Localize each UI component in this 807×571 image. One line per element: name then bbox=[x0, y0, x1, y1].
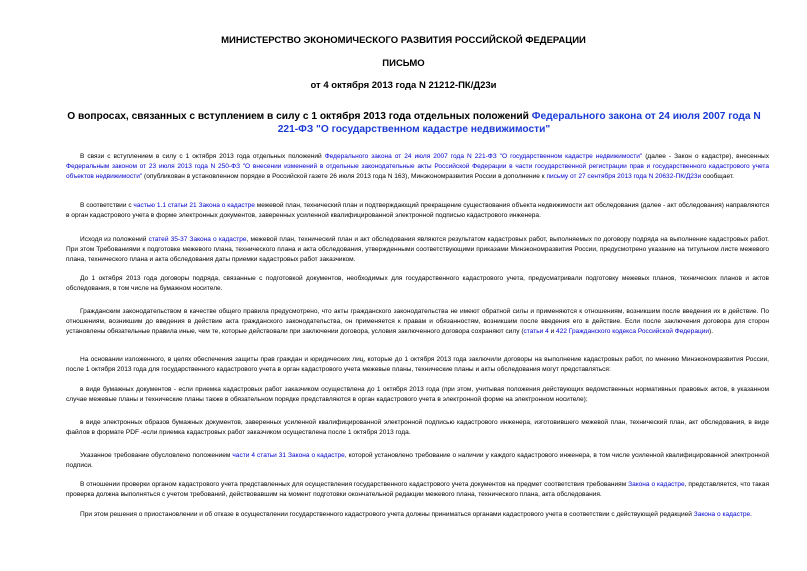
paragraph-text: ). bbox=[709, 328, 714, 336]
civil-code-article-422-link[interactable]: 422 Гражданского кодекса Российской Федерации bbox=[556, 328, 710, 336]
civil-code-article-4-link[interactable]: статьи 4 bbox=[523, 328, 549, 336]
letter-20632-link[interactable]: письму от 27 сентября 2013 года N 20632-ПК/Д23и bbox=[546, 173, 702, 181]
paragraph-text: , представляется, что такая проверка должна выполняться с учетом требований, действовавшим на момент подготовки окончательной редакции межевого плана, технического плана, акта обследования. bbox=[66, 481, 769, 499]
paragraph-text: Гражданским законодательством в качестве общего правила предусмотрено, что акты гражданского законодательства не имеют обратной силы и применяются к отношениям, возникшим после введения их в действие. По отношениям, возникшим до введения в действие акта гражданского законодательства, он применяется к правам и обязанностям, возникшим после введения его в действие. Если после заключения договора для сторон установлены обязательные правила иные, чем те, которые действовали при заключении договора, условия заключенного договора сохраняют силу ( bbox=[66, 308, 769, 336]
paragraph-9 bbox=[66, 451, 769, 471]
paragraph-text: В соответствии с bbox=[80, 202, 134, 209]
paragraph-text: сообщает. bbox=[701, 173, 734, 181]
article-31-link[interactable]: части 4 статьи 31 Закона о кадастре bbox=[232, 452, 345, 459]
subject-law-link[interactable]: Федерального закона от 24 июля 2007 года N 221-ФЗ "О государственном кадастре недвижимости" bbox=[277, 111, 761, 135]
paragraph-text: , которой установлено требование о наличии у каждого кадастрового инженера, в том числе усиленной квалифицированной электронной подписи. bbox=[66, 452, 769, 470]
paragraph-5 bbox=[66, 307, 769, 338]
paragraph-text: (далее - Закон о кадастре), внесенных bbox=[642, 153, 769, 160]
paragraph-4 bbox=[66, 274, 769, 294]
paragraph-text: В отношении проверки органом кадастрового учета представленных для осуществления государственного кадастрового учета документов на предмет соответствия требованиям bbox=[80, 481, 629, 488]
paragraph-1 bbox=[66, 152, 769, 183]
paragraph-text: В связи с вступлением в силу с 1 октября 2013 года отдельных положений bbox=[80, 153, 325, 160]
articles-35-37-link[interactable]: статей 35-37 Закона о кадастре bbox=[148, 236, 247, 243]
paragraph-text: До 1 октября 2013 года договоры подряда, связанные с подготовкой документов, необходимых для государственного кадастрового учета, предусматривали подготовку межевых планов, технических планов и актов обследования, в том числе на бумажном носителе. bbox=[66, 275, 769, 293]
paragraph-text: в виде бумажных документов - если приемка кадастровых работ заказчиком осуществлена до 1 октября 2013 года (при этом, учитывая положения действующих ведомственных нормативных правовых актов, в указанном случае межевые планы и технические планы также в обязательном порядке представляются в орган кадастрового учета в электронной форме на электронном носителе); bbox=[66, 386, 769, 404]
paragraph-text: межевой план, технический план и подтверждающий прекращение существования объекта недвижимости акт обследования (далее - акт обследования) направляются в орган кадастрового учета в форме электронных документов, заверенных усиленной квалифицированной электронной подписью кадастрового инженера. bbox=[66, 202, 769, 220]
ministry-heading: МИНИСТЕРСТВО ЭКОНОМИЧЕСКОГО РАЗВИТИЯ РОССИЙСКОЙ ФЕДЕРАЦИИ bbox=[221, 35, 586, 46]
paragraph-11 bbox=[66, 510, 769, 520]
paragraph-8 bbox=[66, 418, 769, 438]
paragraph-10 bbox=[66, 480, 769, 500]
paragraph-text: , межевой план, технический план и акт обследования являются результатом кадастровых работ, выполняемых по договору подряда на выполнение кадастровых работ. При этом Требованиями к подготовке межевого плана, технического плана и акта обследования, утвержденными соответствующими приказами Минэкономразвития России, предусмотрено указание на титульном листе межевого плана, технического плана и акта обследования даты приемки кадастровых работ заказчиком. bbox=[66, 236, 769, 264]
paragraph-3 bbox=[66, 235, 769, 266]
document-subject bbox=[58, 111, 770, 136]
subject-text: О вопросах, связанных с вступлением в силу с 1 октября 2013 года отдельных положений bbox=[67, 111, 532, 122]
paragraph-text: При этом решения о приостановлении и об отказе в осуществлении государственного кадастрового учета должны приниматься органами кадастрового учета в соответствии с действующей редакцией bbox=[80, 511, 694, 518]
paragraph-text: в виде электронных образов бумажных документов, заверенных усиленной квалифицированной электронной подписью кадастрового инженера, изготовившего межевой план, технический план, акт обследования, в виде файлов в формате PDF -если приемка кадастровых работ заказчиком осуществлена после 1 октября 2013 года. bbox=[66, 419, 769, 437]
paragraph-text: На основании изложенного, в целях обеспечения защиты прав граждан и юридических лиц, которые до 1 октября 2013 года заключили договоры на выполнение кадастровых работ, по мнению Минэкономразвития России, после 1 октября 2013 года для государственного кадастрового учета в орган кадастрового учета межевые планы, технические планы и акты обследования могут представляться: bbox=[66, 356, 769, 374]
paragraph-6 bbox=[66, 355, 769, 375]
document-date-number: от 4 октября 2013 года N 21212-ПК/Д23и bbox=[310, 80, 497, 91]
cadastre-law-link[interactable]: Закона о кадастре bbox=[628, 481, 685, 488]
document-type: ПИСЬМО bbox=[382, 58, 425, 69]
paragraph-2 bbox=[66, 201, 769, 221]
paragraph-text: Исходя из положений bbox=[80, 236, 149, 243]
paragraph-text: и bbox=[548, 328, 557, 336]
paragraph-text: Указанное требование обусловлено положением bbox=[80, 452, 233, 459]
paragraph-text: . bbox=[750, 511, 752, 518]
cadastre-law-link[interactable]: Закона о кадастре bbox=[693, 511, 751, 518]
article-21-link[interactable]: частью 1.1 статьи 21 Закона о кадастре bbox=[133, 202, 255, 209]
law-221-link[interactable]: Федерального закона от 24 июля 2007 года N 221-ФЗ "О государственном кадастре недвижимости" bbox=[324, 153, 643, 160]
paragraph-text: (опубликован в установленном порядке в Российской газете 26 июля 2013 года N 163), Минэкономразвития России в дополнение к bbox=[142, 173, 547, 181]
paragraph-7 bbox=[66, 385, 769, 405]
law-250-link[interactable]: Федеральным законом от 23 июля 2013 года N 250-ФЗ "О внесении изменений в отдельные законодательные акты Российской Федерации в части государственной регистрации прав и государственного кадастрового учета объектов недвижимости" bbox=[66, 163, 769, 181]
